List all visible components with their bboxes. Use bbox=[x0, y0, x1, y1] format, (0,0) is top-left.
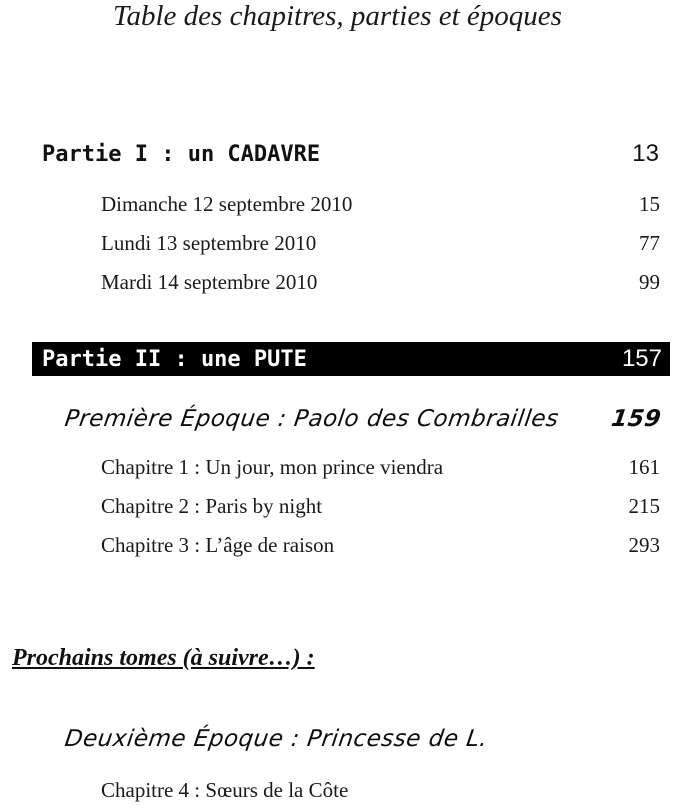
part-1-heading bbox=[42, 140, 659, 168]
upcoming-volumes-heading: Prochains tomes (à suivre…) : bbox=[12, 645, 315, 671]
toc-entry-label: Chapitre 4 : Sœurs de la Côte bbox=[101, 778, 349, 802]
toc-entry-page: 215 bbox=[628, 494, 660, 518]
toc-entry-page: 15 bbox=[639, 192, 660, 216]
toc-entry bbox=[101, 533, 660, 563]
epoch-1-page: 159 bbox=[609, 406, 663, 432]
toc-entry bbox=[101, 494, 660, 524]
part-2-label: Partie II : une PUTE bbox=[42, 346, 307, 372]
toc-entry-label: Chapitre 1 : Un jour, mon prince viendra bbox=[101, 455, 444, 479]
toc-entry bbox=[101, 778, 660, 808]
toc-entry-page: 293 bbox=[628, 533, 660, 557]
toc-entry-page: 99 bbox=[639, 270, 660, 294]
part-2-page: 157 bbox=[621, 345, 662, 372]
toc-entry bbox=[101, 270, 660, 300]
part-1-page: 13 bbox=[632, 140, 659, 167]
epoch-1-heading bbox=[63, 406, 663, 432]
toc-entry-label: Mardi 14 septembre 2010 bbox=[101, 270, 318, 294]
part-2-heading bbox=[32, 342, 670, 376]
toc-entry-label: Lundi 13 septembre 2010 bbox=[101, 231, 317, 255]
epoch-2-label: Deuxième Époque : Princesse de L. bbox=[63, 726, 490, 752]
toc-entry-label: Chapitre 3 : L’âge de raison bbox=[101, 533, 335, 557]
toc-entry-label: Dimanche 12 septembre 2010 bbox=[101, 192, 353, 216]
epoch-1-label: Première Époque : Paolo des Combrailles bbox=[63, 406, 561, 432]
toc-entry-label: Chapitre 2 : Paris by night bbox=[101, 494, 323, 518]
toc-entry-page: 161 bbox=[628, 455, 660, 479]
toc-entry bbox=[101, 455, 660, 485]
toc-entry-page: 77 bbox=[639, 231, 660, 255]
epoch-2-heading bbox=[63, 726, 663, 752]
page-title: Table des chapitres, parties et époques bbox=[113, 0, 562, 32]
toc-entry bbox=[101, 192, 660, 222]
toc-entry bbox=[101, 231, 660, 261]
part-1-label: Partie I : un CADAVRE bbox=[42, 141, 321, 167]
